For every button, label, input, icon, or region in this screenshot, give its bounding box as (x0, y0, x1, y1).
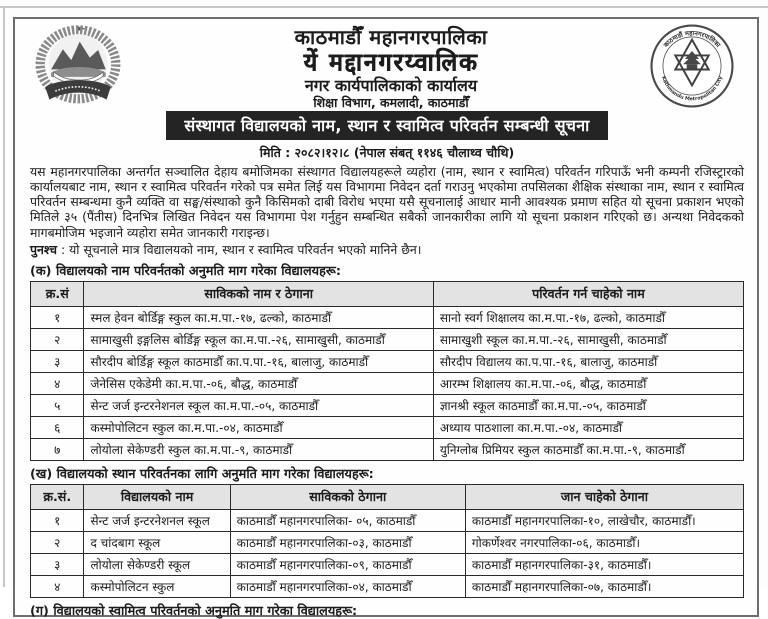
table-row (31, 306, 744, 328)
column-header: क्र.सं. (31, 484, 84, 509)
table-row (31, 553, 744, 575)
org-title-ranjana-script: यें मद्दानगरय्वालिक (303, 47, 479, 77)
table-cell: १ (31, 306, 84, 328)
table-cell: स्मल हेवन बोर्डिङ्ग स्कुल का.म.पा.-१७, ढल्को, काठमाडौँ (84, 306, 433, 328)
table-cell: १ (31, 509, 84, 531)
table-cell: गोकर्णेश्वर नगरपालिका-०६, काठमाडौँ। (465, 531, 743, 553)
table-row (31, 394, 744, 416)
table-cell: सामाखुशी स्कूल का.म.पा.-२६, सामाखुसी, काठमाडौँ (433, 328, 743, 350)
department-address: शिक्षा विभाग, कमलादी, काठमाडौँ (313, 94, 469, 110)
postscript-label: पुनश्च (30, 241, 58, 257)
table-row (31, 509, 744, 531)
notice-banner-row (30, 111, 744, 140)
table-cell: काठमाडौँ महानगरपालिका-०७, काठमाडौँ। (465, 575, 743, 597)
letterhead (30, 22, 744, 108)
notice-title-banner: संस्थागत विद्यालयको नाम, स्थान र स्वामित्व परिवर्तन सम्बन्धी सूचना (166, 111, 607, 140)
table-cell: काठमाडौँ महानगरपालिका-०३, काठमाडौँ (230, 531, 465, 553)
table-row (31, 328, 744, 350)
table-cell: कस्मोपोलिटन स्कुल (84, 575, 230, 597)
table-cell: ७ (31, 438, 84, 460)
table-row (31, 416, 744, 438)
name-change-table (30, 281, 744, 461)
table-header-row (31, 281, 744, 306)
location-change-table (30, 484, 744, 598)
nepal-coat-of-arms-icon (30, 24, 134, 112)
table-cell: ४ (31, 372, 84, 394)
table-cell: काठमाडौँ महानगरपालिका-३१, काठमाडौँ। (465, 553, 743, 575)
table-cell: सेन्ट जर्ज इन्टरनेशनल स्कूल (84, 509, 230, 531)
table-cell: आरम्भ शिक्षालय का.म.पा.-०६, बौद्ध, काठमाडौँ (433, 372, 743, 394)
seal-bottom-arc-text: Kathmandu Metropolitan City (660, 75, 724, 103)
table-cell: ३ (31, 350, 84, 372)
scan-edge-left (3, 6, 5, 587)
table-cell: ४ (31, 575, 84, 597)
table-cell: लोयोला सेकेण्डरी स्कूल (84, 553, 230, 575)
table-cell: लोयोला सेकेण्डरी स्कुल का.म.पा.-९, काठमाडौँ (84, 438, 433, 460)
table-cell: काठमाडौँ महानगरपालिका-१०, लाखेचौर, काठमाडौँ। (465, 509, 743, 531)
table-header-row (31, 484, 744, 509)
section-b-heading: (ख) विद्यालयको स्थान परिवर्तनका लागि अनुमति माग गरेका विद्यालयहरू: (30, 466, 374, 482)
scan-edge-top (0, 6, 768, 8)
table-row (31, 531, 744, 553)
table-cell: ज्ञानश्री स्कूल काठमाडौँ का.म.पा.-०५, काठमाडौँ (433, 394, 743, 416)
column-header: परिवर्तन गर्न चाहेको नाम (433, 281, 743, 306)
table-cell: कस्मोपोलिटन स्कुल का.म.पा.-०४, काठमाडौँ (84, 416, 433, 438)
table-cell: ६ (31, 416, 84, 438)
table-cell: युनिग्लोब प्रिमियर स्कुल काठमाडौँ का.म.पा.-९, काठमाडौँ (433, 438, 743, 460)
column-header: साविकको ठेगाना (230, 484, 465, 509)
table-cell: ३ (31, 553, 84, 575)
postscript-text: : यो सूचनाले मात्र विद्यालयको नाम, स्थान र स्वामित्व परिवर्तन भएको मानिने छैन। (57, 241, 422, 257)
table-row (31, 438, 744, 460)
table-cell: ५ (31, 394, 84, 416)
letterhead-titles (134, 26, 648, 109)
table-row (31, 350, 744, 372)
table-cell: जेनेसिस एकेडेमी का.म.पा.-०६, बौद्ध, काठमाडौँ (84, 372, 433, 394)
table-cell: सौरदीप विद्यालय का.प.पा.-१६, बालाजु, काठमाडौँ (433, 350, 743, 372)
table-cell: सेन्ट जर्ज इन्टरनेशनल स्कूल का.म.पा.-०५, काठमाडौँ (84, 394, 433, 416)
column-header: जान चाहेको ठेगाना (465, 484, 743, 509)
postscript-line (30, 241, 744, 258)
notice-body-paragraph: यस महानगरपालिका अन्तर्गत सञ्चालित देहाय बमोजिमका संस्थागत विद्यालयहरूले व्यहोरा (नाम, स्थान र स्वामित्व) परिवर्तन गरिपाऊँ भनी कम्पनी रजिस्ट्रारको कार्यालयबाट नाम, स्थान र स्वामित्व परिवर्तन गरेको पत्र समेत लिई यस विभागमा निवेदन दर्ता गराउनु भएकोमा तपसिलका शैक्षिक संस्थाका नाम, स्थान र स्वामित्व परिवर्तन सम्बन्धमा कुनै व्यक्ति वा सङ्घ/संस्थाको कुनै किसिमको दाबी विरोध भएमा यसै सूचनालाई आधार मानी आवश्यक प्रमाण सहित यो सूचना प्रकाशन भएको मितिले ३५ (पैंतीस) दिनभित्र लिखित निवेदन यस विभागमा पेश गर्नुहुन सम्बन्धित सबैको जानकारीका लागि यो सूचना प्रकाशन गरिएको छ। अन्यथा निवेदकको मागबमोजिम भइजाने व्यहोरा समेत जानकारी गराइन्छ। (30, 164, 744, 240)
office-name: नगर कार्यपालिकाको कार्यालय (304, 75, 478, 95)
kmc-round-seal-icon (648, 22, 744, 114)
table-cell: २ (31, 328, 84, 350)
column-header: विद्यालयको नाम (84, 484, 230, 509)
column-header: साविकको नाम र ठेगाना (84, 281, 433, 306)
table-cell: काठमाडौँ महानगरपालिका-०४, काठमाडौँ (230, 575, 465, 597)
table-cell: काठमाडौँ महानगरपालिका- ०५, काठमाडौँ (230, 509, 465, 531)
section-c-heading: (ग) विद्यालयको स्वामित्व परिवर्तनको अनुमति माग गरेका विद्यालयहरू: (30, 603, 358, 619)
table-cell: सामाखुसी इङ्गलिस बोर्डिङ्ग स्कूल का.म.पा.-२६, सामाखुसी, काठमाडौँ (84, 328, 433, 350)
section-a-heading: (क) विद्यालयको नाम परिवर्नतको अनुमति माग गरेका विद्यालयहरू: (30, 263, 341, 279)
table-row (31, 372, 744, 394)
table-row (31, 575, 744, 597)
table-cell: २ (31, 531, 84, 553)
table-cell: सौरदीप बोर्डिङ्ग स्कूल काठमाडौँ का.प.पा.-१६, बालाजु, काठमाडौँ (84, 350, 433, 372)
org-title: काठमाडौँ महानगरपालिका (294, 25, 488, 50)
seal-top-arc-text: काठमाडौं महानगरपालिका (662, 30, 722, 49)
table-cell: सानो स्वर्ग शिक्षालय का.म.पा.-१७, ढल्को, काठमाडौँ (433, 306, 743, 328)
column-header: क्र.सं (31, 281, 84, 306)
table-cell: अध्याय पाठशाला का.म.पा.-०४, काठमाडौँ (433, 416, 743, 438)
notice-date: मिति : २०८२।१२।८ (नेपाल संबत् ११४६ चौलाथ्व चौथि) (259, 145, 515, 160)
table-cell: काठमाडौँ महानगरपालिका-०९, काठमाडौँ (230, 553, 465, 575)
notice-document (13, 17, 759, 617)
table-cell: द चांदबाग स्कूल (84, 531, 230, 553)
